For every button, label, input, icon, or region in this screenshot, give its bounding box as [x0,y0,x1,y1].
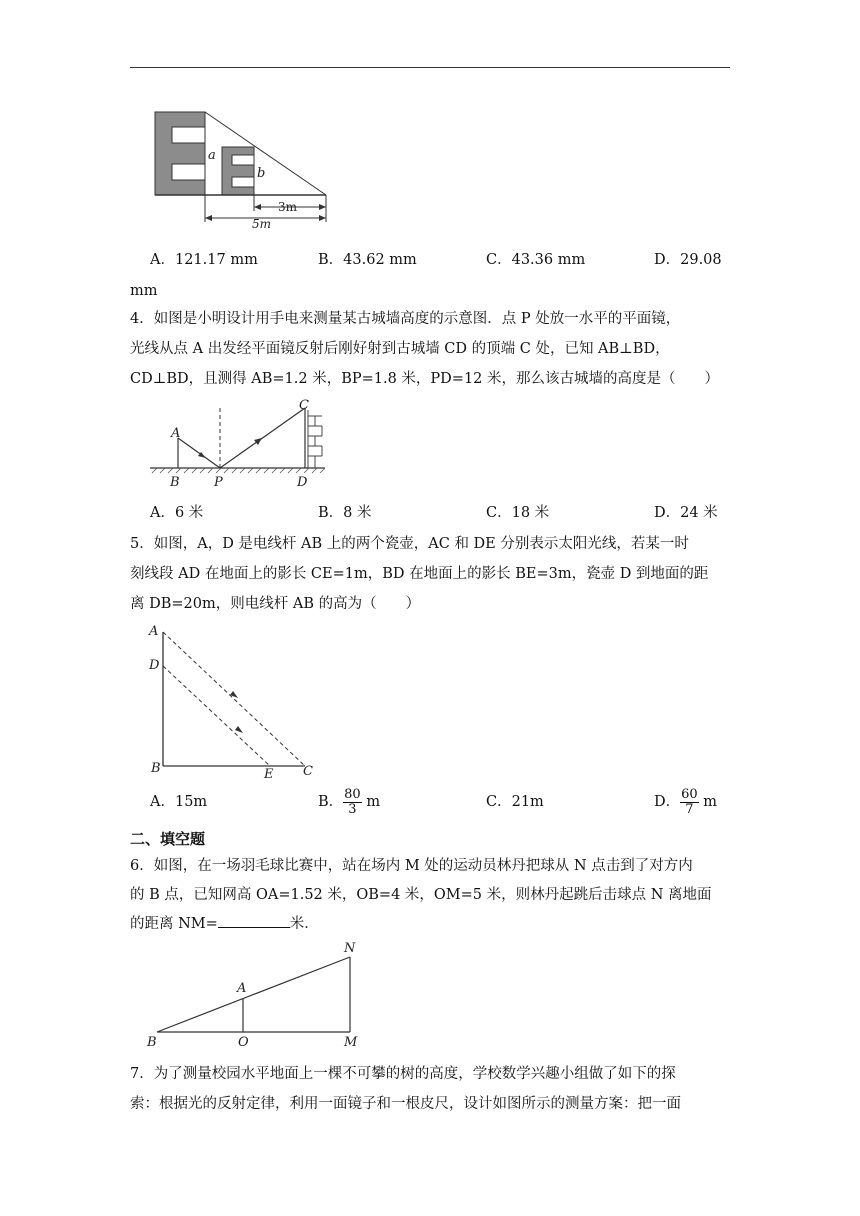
q6-label-o: O [238,1035,249,1050]
q5-option-b-prefix: B． [318,794,344,810]
q5-option-b-unit: m [366,794,381,810]
q5-option-d-den: 7 [685,801,694,817]
q6-label-b: B [147,1035,157,1050]
q7-line-2: 索：根据光的反射定律，利用一面镜子和一根皮尺，设计如图所示的测量方案：把一面 [130,1096,681,1112]
q5-option-b [318,785,380,819]
q4-figure [150,398,350,493]
q6-figure [145,940,375,1050]
q4-line-1: 4．如图是小明设计用手电来测量某古城墙高度的示意图．点 P 处放一水平的平面镜， [130,311,681,327]
q5-line-3: 离 DB=20m，则电线杆 AB 的高为（ ） [130,596,421,612]
q4-line-2: 光线从点 A 出发经平面镜反射后刚好射到古城墙 CD 的顶端 C 处，已知 AB⊥BD， [130,341,670,357]
q3-figure [150,107,350,232]
q4-label-d: D [297,475,308,490]
q5-label-b: B [151,761,161,776]
q6-label-a: A [237,981,247,996]
q5-figure [145,622,325,782]
q3-option-c: C．43.36 mm [486,252,586,268]
q6-label-m: M [344,1035,358,1050]
q5-option-c: C．21m [486,794,544,810]
q4-option-a: A．6 米 [150,505,204,521]
header-rule [130,67,730,68]
q5-label-a: A [149,624,159,639]
q4-option-d: D．24 米 [654,505,718,521]
q4-option-c: C．18 米 [486,505,550,521]
q3-option-d: D．29.08 [654,252,722,268]
q4-label-b: B [170,475,180,490]
q5-line-1: 5．如图，A，D 是电线杆 AB 上的两个瓷壶，AC 和 DE 分别表示太阳光线，若某一时 [130,536,689,552]
q6-line-2: 的 B 点，已知网高 OA=1.52 米，OB=4 米，OM=5 米，则林丹起跳后击球点 N 离地面 [130,887,712,903]
q7-line-1: 7．为了测量校园水平地面上一棵不可攀的树的高度，学校数学兴趣小组做了如下的探 [130,1066,676,1082]
q5-label-e: E [264,767,274,782]
q3-option-b: B．43.62 mm [318,252,417,268]
q3-label-a: a [208,148,216,163]
q3-option-a: A．121.17 mm [150,252,258,268]
q3-option-d-wrap: mm [130,283,158,299]
q6-line-3 [130,910,319,938]
q5-option-d-fraction [680,788,699,817]
q6-line-1: 6．如图，在一场羽毛球比赛中，站在场内 M 处的运动员林丹把球从 N 点击到了对方内 [130,858,693,874]
q3-dim-small: 3m [278,200,298,214]
q6-label-n: N [344,941,356,956]
q5-line-2: 刻线段 AD 在地面上的影长 CE=1m，BD 在地面上的影长 BE=3m，瓷壶 D 到地面的距 [130,566,709,582]
q5-option-a: A．15m [150,794,208,810]
q5-option-d-prefix: D． [654,794,681,810]
q4-option-b: B．8 米 [318,505,372,521]
q5-option-d-num: 60 [681,786,698,802]
q4-label-a: A [171,426,181,441]
q3-label-b: b [257,166,266,181]
q4-line-3: CD⊥BD，且测得 AB=1.2 米，BP=1.8 米，PD=12 米，那么该古城墙的高度是（ ） [130,371,720,387]
q6-line-3-prefix: 的距离 NM= [130,916,218,932]
q4-label-p: P [214,475,223,490]
q5-label-c: C [303,764,313,779]
section-title: 二、填空题 [130,830,206,848]
q5-option-b-den: 3 [348,801,357,817]
q6-line-3-suffix: 米． [289,916,319,932]
q5-option-b-num: 80 [344,786,361,802]
q5-option-d-unit: m [703,794,718,810]
q5-option-b-fraction [343,788,362,817]
q3-dim-large: 5m [252,217,272,231]
q5-option-d [654,785,717,819]
q4-label-c: C [299,398,309,413]
q6-answer-blank[interactable] [218,913,290,928]
q5-label-d: D [149,658,160,673]
